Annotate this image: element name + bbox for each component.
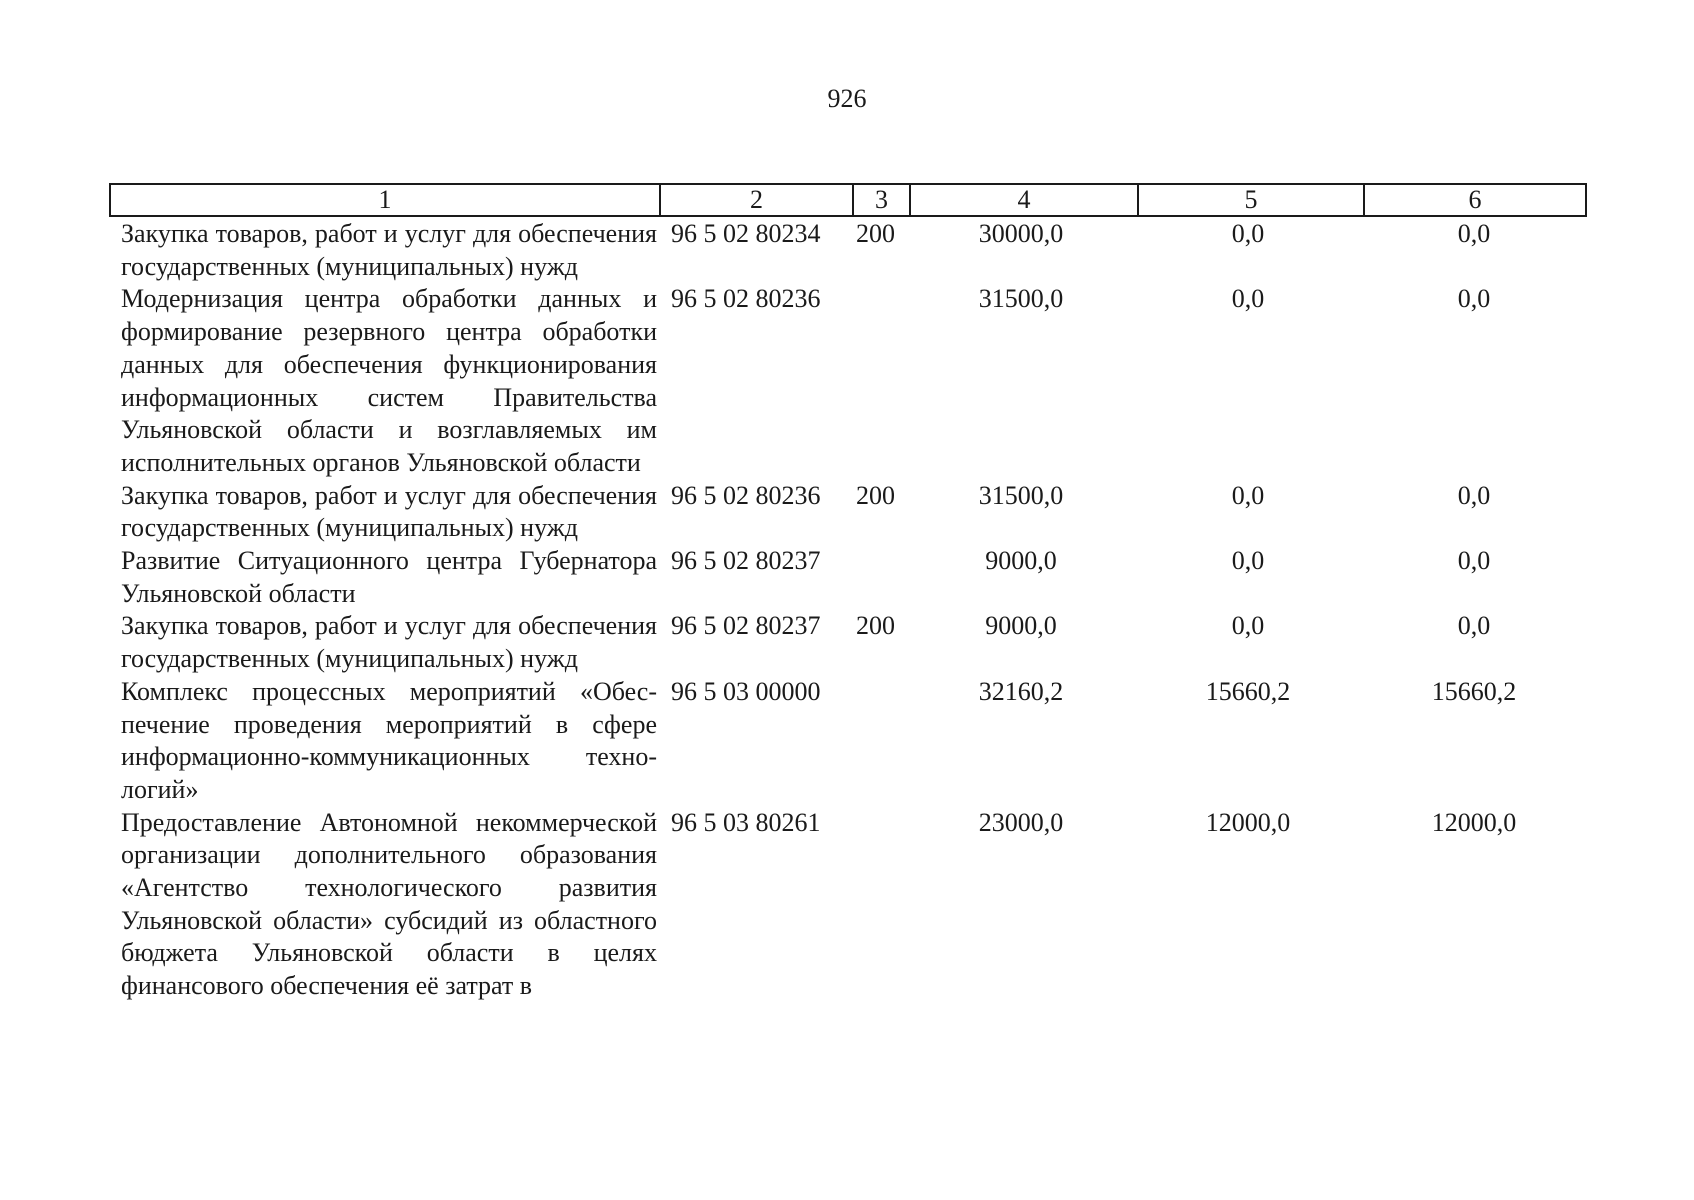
row-amount-col6: 0,0: [1457, 284, 1491, 314]
row-amount-col4: 31500,0: [978, 480, 1064, 510]
row-expense-type: 200: [856, 611, 895, 641]
row-amount-col4: 9000,0: [985, 546, 1057, 576]
column-header-5: 5: [1137, 185, 1363, 215]
row-code: 96 5 02 80236: [671, 284, 821, 314]
row-amount-col5: 0,0: [1231, 611, 1265, 641]
row-code: 96 5 02 80234: [671, 219, 821, 248]
column-header-3: 3: [852, 185, 909, 215]
row-amount-col6: 0,0: [1457, 611, 1491, 641]
row-amount-col6: 0,0: [1457, 546, 1491, 576]
row-amount-col5: 0,0: [1231, 219, 1265, 248]
row-name: Комплекс процессных мероприятий «Обеспечение проведения мероприятий в сфере информационно-коммуникационных технологий»: [121, 676, 657, 804]
table-row: [109, 218, 1587, 283]
row-code: 96 5 02 80237: [671, 546, 821, 576]
row-amount-col5: 12000,0: [1205, 807, 1291, 837]
row-name: Закупка товаров, работ и услуг для обеспечения государственных (муниципальных) нужд: [121, 480, 657, 543]
row-amount-col6: 0,0: [1457, 219, 1491, 248]
table-row: [109, 480, 1587, 545]
column-header-2: 2: [659, 185, 852, 215]
column-header-4: 4: [909, 185, 1137, 215]
row-code: 96 5 02 80237: [671, 611, 821, 641]
table-row: [109, 610, 1587, 675]
row-code: 96 5 03 00000: [671, 676, 821, 706]
row-expense-type: 200: [856, 480, 895, 510]
row-name: Закупка товаров, работ и услуг для обеспечения государственных (муниципальных) нужд: [121, 219, 657, 281]
column-header-1: 1: [378, 185, 392, 214]
row-code: 96 5 03 80261: [671, 807, 821, 837]
row-name: Развитие Ситуационного центра Губернатора Ульяновской области: [121, 546, 657, 608]
row-amount-col6: 12000,0: [1431, 807, 1517, 837]
row-amount-col5: 0,0: [1231, 284, 1265, 314]
table-body: [109, 218, 1587, 1003]
row-amount-col4: 30000,0: [978, 219, 1064, 248]
row-expense-type: 200: [856, 219, 895, 248]
table-row: [109, 283, 1587, 479]
table-row: [109, 545, 1587, 610]
row-amount-col4: 9000,0: [985, 611, 1057, 641]
row-amount-col5: 0,0: [1231, 546, 1265, 576]
row-name: Закупка товаров, работ и услуг для обеспечения государственных (муниципальных) нужд: [121, 611, 657, 674]
row-code: 96 5 02 80236: [671, 480, 821, 510]
page-number: 926: [827, 84, 867, 113]
table-row: [109, 807, 1587, 1003]
column-header-6: 6: [1363, 185, 1585, 215]
row-amount-col4: 31500,0: [978, 284, 1064, 314]
row-amount-col6: 0,0: [1457, 480, 1491, 510]
table-header: [109, 183, 1587, 217]
row-amount-col5: 15660,2: [1205, 676, 1291, 706]
row-amount-col5: 0,0: [1231, 480, 1265, 510]
row-name: Предоставление Автономной некоммерческой организации дополнительного образования «Агентство технологического развития Ульяновской области» субсидий из областного бюджета Ульяновской области в целях финансового обеспечения её затрат в: [121, 807, 657, 1001]
row-name: Модернизация центра обработки данных и формирование резервного центра обработки данных для обеспечения функционирования информационных систем Правительства Ульяновской области и возглавляемых им исполнительных органов Ульяновской области: [121, 284, 657, 477]
table-row: [109, 676, 1587, 807]
row-amount-col4: 32160,2: [978, 676, 1064, 706]
row-amount-col6: 15660,2: [1431, 676, 1517, 706]
row-amount-col4: 23000,0: [978, 807, 1064, 837]
